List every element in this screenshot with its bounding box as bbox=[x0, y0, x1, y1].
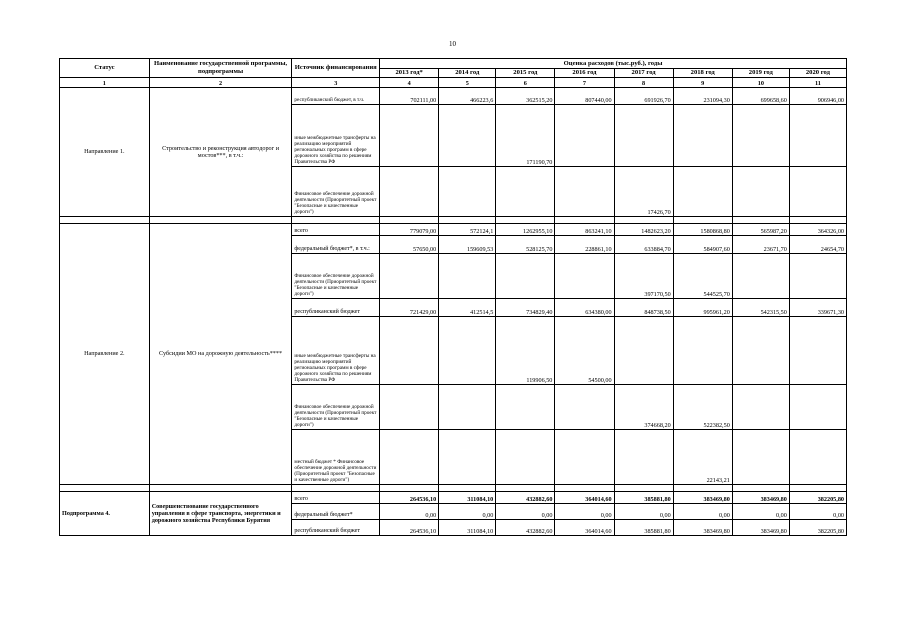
column-number: 1 bbox=[60, 78, 150, 88]
column-number: 11 bbox=[789, 78, 846, 88]
row-value bbox=[789, 430, 846, 485]
spacer-cell bbox=[60, 217, 150, 224]
row-value: 1482623,20 bbox=[614, 224, 673, 236]
row-value: 721429,00 bbox=[380, 299, 439, 317]
row-value: 383469,80 bbox=[673, 492, 732, 504]
header-status: Статус bbox=[60, 59, 150, 78]
row-value: 397170,50 bbox=[614, 254, 673, 299]
row-value bbox=[732, 254, 789, 299]
row-value bbox=[789, 167, 846, 217]
row-value bbox=[555, 105, 614, 167]
row-value: 584907,60 bbox=[673, 236, 732, 254]
row-value: 542315,50 bbox=[732, 299, 789, 317]
table-row bbox=[60, 224, 847, 236]
table-row bbox=[60, 492, 847, 504]
row-value bbox=[614, 317, 673, 385]
row-value: 412514,5 bbox=[439, 299, 496, 317]
spacer-cell bbox=[673, 485, 732, 492]
spacer-cell bbox=[673, 217, 732, 224]
row-value: 699658,60 bbox=[732, 88, 789, 105]
row-value bbox=[380, 385, 439, 430]
budget-table bbox=[59, 58, 847, 536]
row-value bbox=[789, 254, 846, 299]
header-year: 2016 год bbox=[555, 69, 614, 78]
row-value: 264536,10 bbox=[380, 492, 439, 504]
column-number: 2 bbox=[149, 78, 292, 88]
row-value: 734829,40 bbox=[496, 299, 555, 317]
row-value: 362515,20 bbox=[496, 88, 555, 105]
row-value: 0,00 bbox=[673, 504, 732, 520]
row-source: иные межбюджетные трансферты на реализацию мероприятий региональных программ в сфере дорожного хозяйства по решениям Правительства РФ bbox=[292, 317, 380, 385]
row-value: 1580868,80 bbox=[673, 224, 732, 236]
row-source: республиканский бюджет bbox=[292, 520, 380, 536]
row-value: 0,00 bbox=[380, 504, 439, 520]
row-value bbox=[673, 167, 732, 217]
spacer-cell bbox=[292, 217, 380, 224]
spacer-cell bbox=[380, 217, 439, 224]
row-value: 119906,50 bbox=[496, 317, 555, 385]
header-year: 2015 год bbox=[496, 69, 555, 78]
row-value: 544525,70 bbox=[673, 254, 732, 299]
row-source: Финансовое обеспечение дорожной деятельности (Приоритетный проект "Безопасные и качественные дороги") bbox=[292, 167, 380, 217]
row-value: 383469,80 bbox=[673, 520, 732, 536]
row-value bbox=[614, 430, 673, 485]
row-program: Совершенствование государственного управления в сфере транспорта, энергетики и дорожного хозяйства Республики Бурятия bbox=[149, 492, 292, 536]
column-number: 6 bbox=[496, 78, 555, 88]
row-value: 231094,30 bbox=[673, 88, 732, 105]
row-value bbox=[439, 430, 496, 485]
row-value: 382205,80 bbox=[789, 492, 846, 504]
row-value bbox=[732, 105, 789, 167]
row-value: 171190,70 bbox=[496, 105, 555, 167]
spacer-row bbox=[60, 217, 847, 224]
header-year: 2014 год bbox=[439, 69, 496, 78]
row-source: федеральный бюджет* bbox=[292, 504, 380, 520]
row-source: иные межбюджетные трансферты на реализацию мероприятий региональных программ в сфере дорожного хозяйства по решениям Правительства РФ bbox=[292, 105, 380, 167]
column-number: 10 bbox=[732, 78, 789, 88]
row-value: 528125,70 bbox=[496, 236, 555, 254]
row-source: Финансовое обеспечение дорожной деятельности (Приоритетный проект "Безопасные и качественные дороги") bbox=[292, 385, 380, 430]
row-value: 572124,1 bbox=[439, 224, 496, 236]
row-value: 466223,6 bbox=[439, 88, 496, 105]
row-value bbox=[789, 317, 846, 385]
spacer-cell bbox=[380, 485, 439, 492]
row-value: 383469,80 bbox=[732, 492, 789, 504]
row-value bbox=[496, 254, 555, 299]
row-value: 311084,10 bbox=[439, 492, 496, 504]
row-value: 364326,00 bbox=[789, 224, 846, 236]
row-value: 382205,80 bbox=[789, 520, 846, 536]
column-number: 3 bbox=[292, 78, 380, 88]
spacer-cell bbox=[439, 217, 496, 224]
spacer-cell bbox=[614, 217, 673, 224]
row-value bbox=[555, 385, 614, 430]
header-year: 2019 год bbox=[732, 69, 789, 78]
header-program: Наименование государственной программы, подпрограммы bbox=[149, 59, 292, 78]
row-value bbox=[380, 430, 439, 485]
row-value bbox=[555, 430, 614, 485]
row-value: 807440,00 bbox=[555, 88, 614, 105]
spacer-cell bbox=[60, 485, 150, 492]
row-value bbox=[732, 167, 789, 217]
row-value: 264536,10 bbox=[380, 520, 439, 536]
spacer-cell bbox=[789, 217, 846, 224]
row-source: Финансовое обеспечение дорожной деятельности (Приоритетный проект "Безопасные и качественные дороги") bbox=[292, 254, 380, 299]
row-value: 702111,00 bbox=[380, 88, 439, 105]
row-value: 0,00 bbox=[732, 504, 789, 520]
row-value bbox=[496, 167, 555, 217]
row-value bbox=[439, 317, 496, 385]
row-value: 24654,70 bbox=[789, 236, 846, 254]
spacer-cell bbox=[496, 217, 555, 224]
column-number: 7 bbox=[555, 78, 614, 88]
row-value: 0,00 bbox=[496, 504, 555, 520]
spacer-cell bbox=[439, 485, 496, 492]
row-value bbox=[732, 317, 789, 385]
row-source: местный бюджет * Финансовое обеспечение дорожной деятельности (Приоритетный проект "Безопасные и качественные дороги") bbox=[292, 430, 380, 485]
row-value: 364014,60 bbox=[555, 492, 614, 504]
row-value: 383469,80 bbox=[732, 520, 789, 536]
page-number: 10 bbox=[449, 40, 456, 48]
header-year: 2013 год* bbox=[380, 69, 439, 78]
row-value bbox=[439, 167, 496, 217]
row-source: республиканский бюджет bbox=[292, 299, 380, 317]
header-year: 2017 год bbox=[614, 69, 673, 78]
row-value: 311084,10 bbox=[439, 520, 496, 536]
row-value bbox=[380, 167, 439, 217]
row-value bbox=[380, 105, 439, 167]
row-value: 54500,00 bbox=[555, 317, 614, 385]
column-number: 5 bbox=[439, 78, 496, 88]
row-status: Подпрограмма 4. bbox=[60, 492, 150, 536]
spacer-cell bbox=[732, 485, 789, 492]
header-year: 2018 год bbox=[673, 69, 732, 78]
spacer-cell bbox=[149, 217, 292, 224]
spacer-cell bbox=[614, 485, 673, 492]
row-value: 57650,00 bbox=[380, 236, 439, 254]
row-value bbox=[673, 317, 732, 385]
row-value: 848738,50 bbox=[614, 299, 673, 317]
column-number: 4 bbox=[380, 78, 439, 88]
row-value: 22143,21 bbox=[673, 430, 732, 485]
row-value: 633884,70 bbox=[614, 236, 673, 254]
row-value: 634380,00 bbox=[555, 299, 614, 317]
row-source: республиканский бюджет, в т.ч. bbox=[292, 88, 380, 105]
row-value bbox=[380, 254, 439, 299]
row-value: 339671,30 bbox=[789, 299, 846, 317]
row-value: 691926,70 bbox=[614, 88, 673, 105]
row-program: Субсидии МО на дорожную деятельность**** bbox=[149, 224, 292, 485]
row-value: 23671,70 bbox=[732, 236, 789, 254]
row-source: федеральный бюджет*, в т.ч.: bbox=[292, 236, 380, 254]
row-status: Направление 2. bbox=[60, 224, 150, 485]
row-value bbox=[439, 105, 496, 167]
column-number: 9 bbox=[673, 78, 732, 88]
row-value bbox=[555, 167, 614, 217]
row-value: 228861,10 bbox=[555, 236, 614, 254]
row-value bbox=[673, 105, 732, 167]
row-value bbox=[496, 385, 555, 430]
row-value: 565987,20 bbox=[732, 224, 789, 236]
row-value bbox=[555, 254, 614, 299]
row-value: 779079,00 bbox=[380, 224, 439, 236]
row-source: всего bbox=[292, 492, 380, 504]
row-value bbox=[439, 254, 496, 299]
row-value bbox=[380, 317, 439, 385]
row-value: 522382,50 bbox=[673, 385, 732, 430]
row-value: 432882,60 bbox=[496, 520, 555, 536]
column-number: 8 bbox=[614, 78, 673, 88]
spacer-cell bbox=[555, 485, 614, 492]
spacer-cell bbox=[732, 217, 789, 224]
row-value: 0,00 bbox=[789, 504, 846, 520]
row-value: 995961,20 bbox=[673, 299, 732, 317]
row-value: 0,00 bbox=[439, 504, 496, 520]
header-estimate: Оценка расходов (тыс.руб.), годы bbox=[380, 59, 847, 69]
spacer-cell bbox=[555, 217, 614, 224]
row-value: 0,00 bbox=[614, 504, 673, 520]
row-value bbox=[496, 430, 555, 485]
row-value: 374668,20 bbox=[614, 385, 673, 430]
row-value: 159609,53 bbox=[439, 236, 496, 254]
row-value bbox=[732, 430, 789, 485]
row-value: 0,00 bbox=[555, 504, 614, 520]
row-value: 364014,60 bbox=[555, 520, 614, 536]
row-program: Строительство и реконструкция автодорог и мостов***, в т.ч.: bbox=[149, 88, 292, 217]
row-value bbox=[614, 105, 673, 167]
row-value bbox=[789, 105, 846, 167]
spacer-cell bbox=[149, 485, 292, 492]
row-value: 432882,60 bbox=[496, 492, 555, 504]
header-source: Источник финансирования bbox=[292, 59, 380, 78]
spacer-cell bbox=[789, 485, 846, 492]
spacer-cell bbox=[496, 485, 555, 492]
row-value: 385881,80 bbox=[614, 520, 673, 536]
row-value: 863241,10 bbox=[555, 224, 614, 236]
row-value bbox=[439, 385, 496, 430]
row-value: 17426,70 bbox=[614, 167, 673, 217]
spacer-cell bbox=[292, 485, 380, 492]
row-source: всего bbox=[292, 224, 380, 236]
table-row bbox=[60, 88, 847, 105]
header-year: 2020 год bbox=[789, 69, 846, 78]
row-status: Направление 1. bbox=[60, 88, 150, 217]
spacer-row bbox=[60, 485, 847, 492]
row-value: 1262955,10 bbox=[496, 224, 555, 236]
row-value: 906946,00 bbox=[789, 88, 846, 105]
row-value bbox=[732, 385, 789, 430]
row-value bbox=[789, 385, 846, 430]
row-value: 385881,80 bbox=[614, 492, 673, 504]
